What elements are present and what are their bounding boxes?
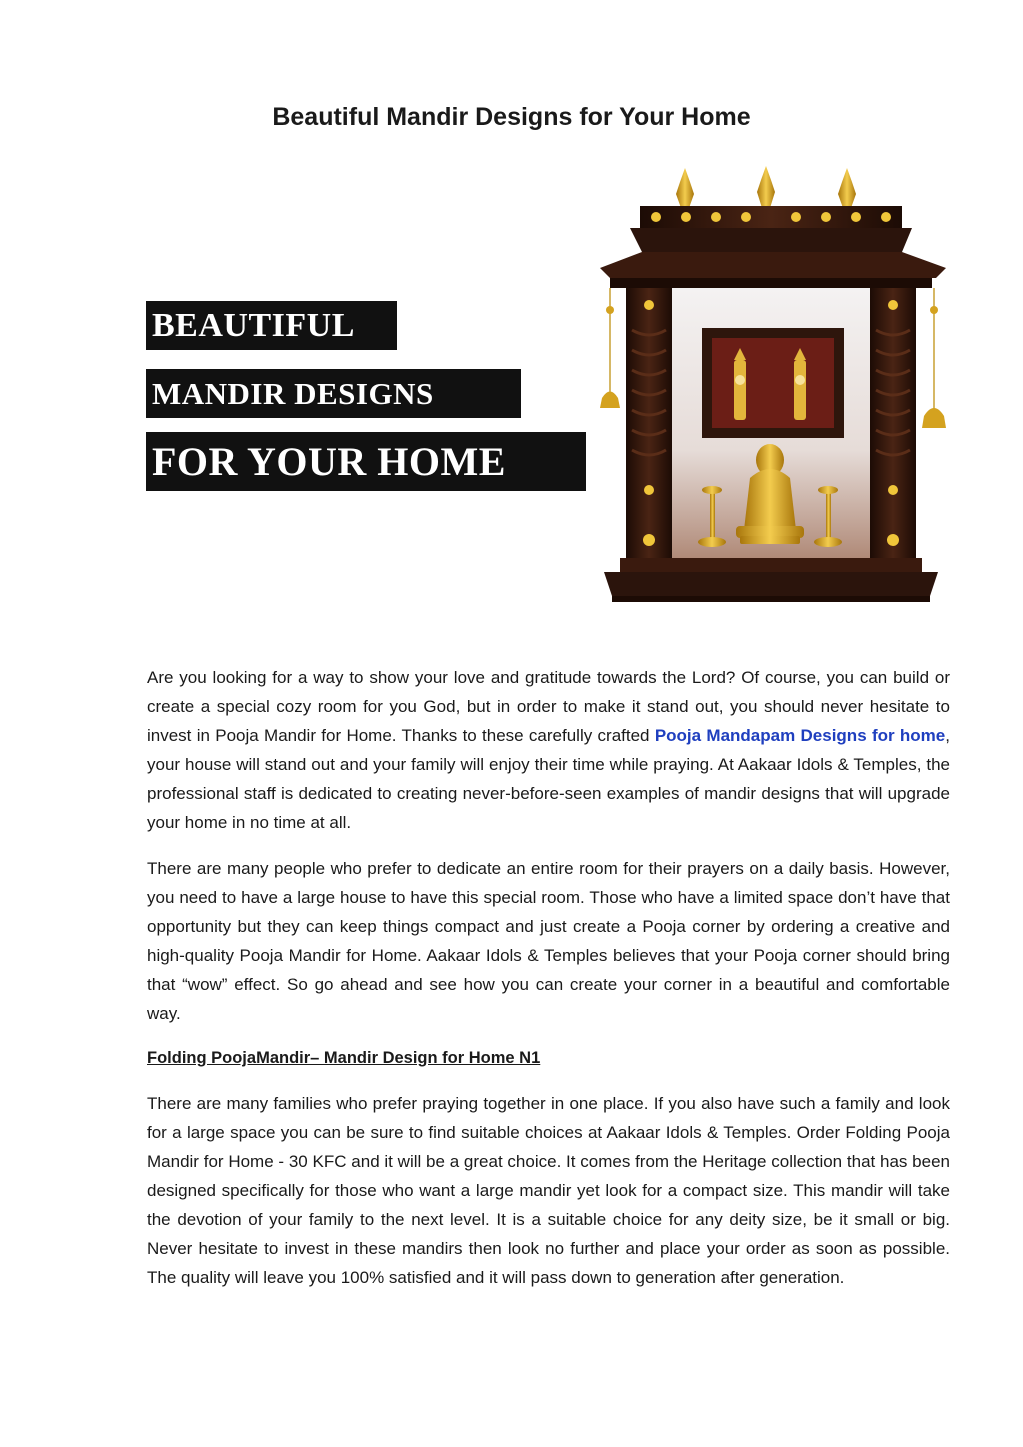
hero-image: [146, 160, 952, 615]
intro-text-end: , your house will stand out and your family will enjoy their time while praying. At Aakaar Idols & Temples, the professional staff is dedicated to creating never-before-seen examples of mandir designs that will upgrade your home in no time at all.: [147, 726, 950, 832]
pooja-corner-text: There are many people who prefer to dedicate an entire room for their prayers on a daily basis. However, you need to have a large house to have this special room. Those who have a limited space don’t have that opportunity but they can keep things compact and just create a Pooja corner by ordering a creative and high-quality Pooja Mandir for Home. Aakaar Idols & Temples believes that your Pooja corner should bring that “wow” effect. So go ahead and see how you can create your corner in a beautiful and comfortable way.: [147, 859, 950, 1023]
folding-mandir-text: There are many families who prefer praying together in one place. If you also have such a family and look for a large space you can be sure to find suitable choices at Aakaar Idols & Temples. Order Folding Pooja Mandir for Home - 30 KFC and it will be a great choice. It comes from the Heritage collection that has been designed specifically for those who want a large mandir yet look for a compact size. This mandir will take the devotion of your family to the next level. It is a suitable choice for any deity size, be it small or big. Never hesitate to invest in these mandirs then look no further and place your order as soon as possible. The quality will leave you 100% satisfied and it will pass down to generation after generation.: [147, 1094, 950, 1287]
intro-paragraph: [147, 663, 950, 837]
banner-line-3: FOR YOUR HOME: [146, 432, 586, 491]
pooja-mandir-illustration-icon: [590, 160, 952, 610]
intro-text-start: Are you looking for a way to show your love and gratitude towards the Lord? Of course, you can build or create a special cozy room for you God, but in order to make it stand out, you should never hesitate to invest in Pooja Mandir for Home. Thanks to these carefully crafted: [147, 668, 950, 745]
section-heading: Folding PoojaMandir– Mandir Design for Home N1: [147, 1049, 541, 1067]
pooja-mandapam-designs-link[interactable]: Pooja Mandapam Designs for home: [654, 726, 946, 745]
pooja-corner-paragraph: [147, 854, 950, 1028]
banner-line-2: MANDIR DESIGNS: [146, 369, 521, 418]
folding-mandir-paragraph: [147, 1089, 950, 1292]
page-title: Beautiful Mandir Designs for Your Home: [272, 103, 751, 131]
banner-line-1: BEAUTIFUL: [146, 301, 397, 350]
